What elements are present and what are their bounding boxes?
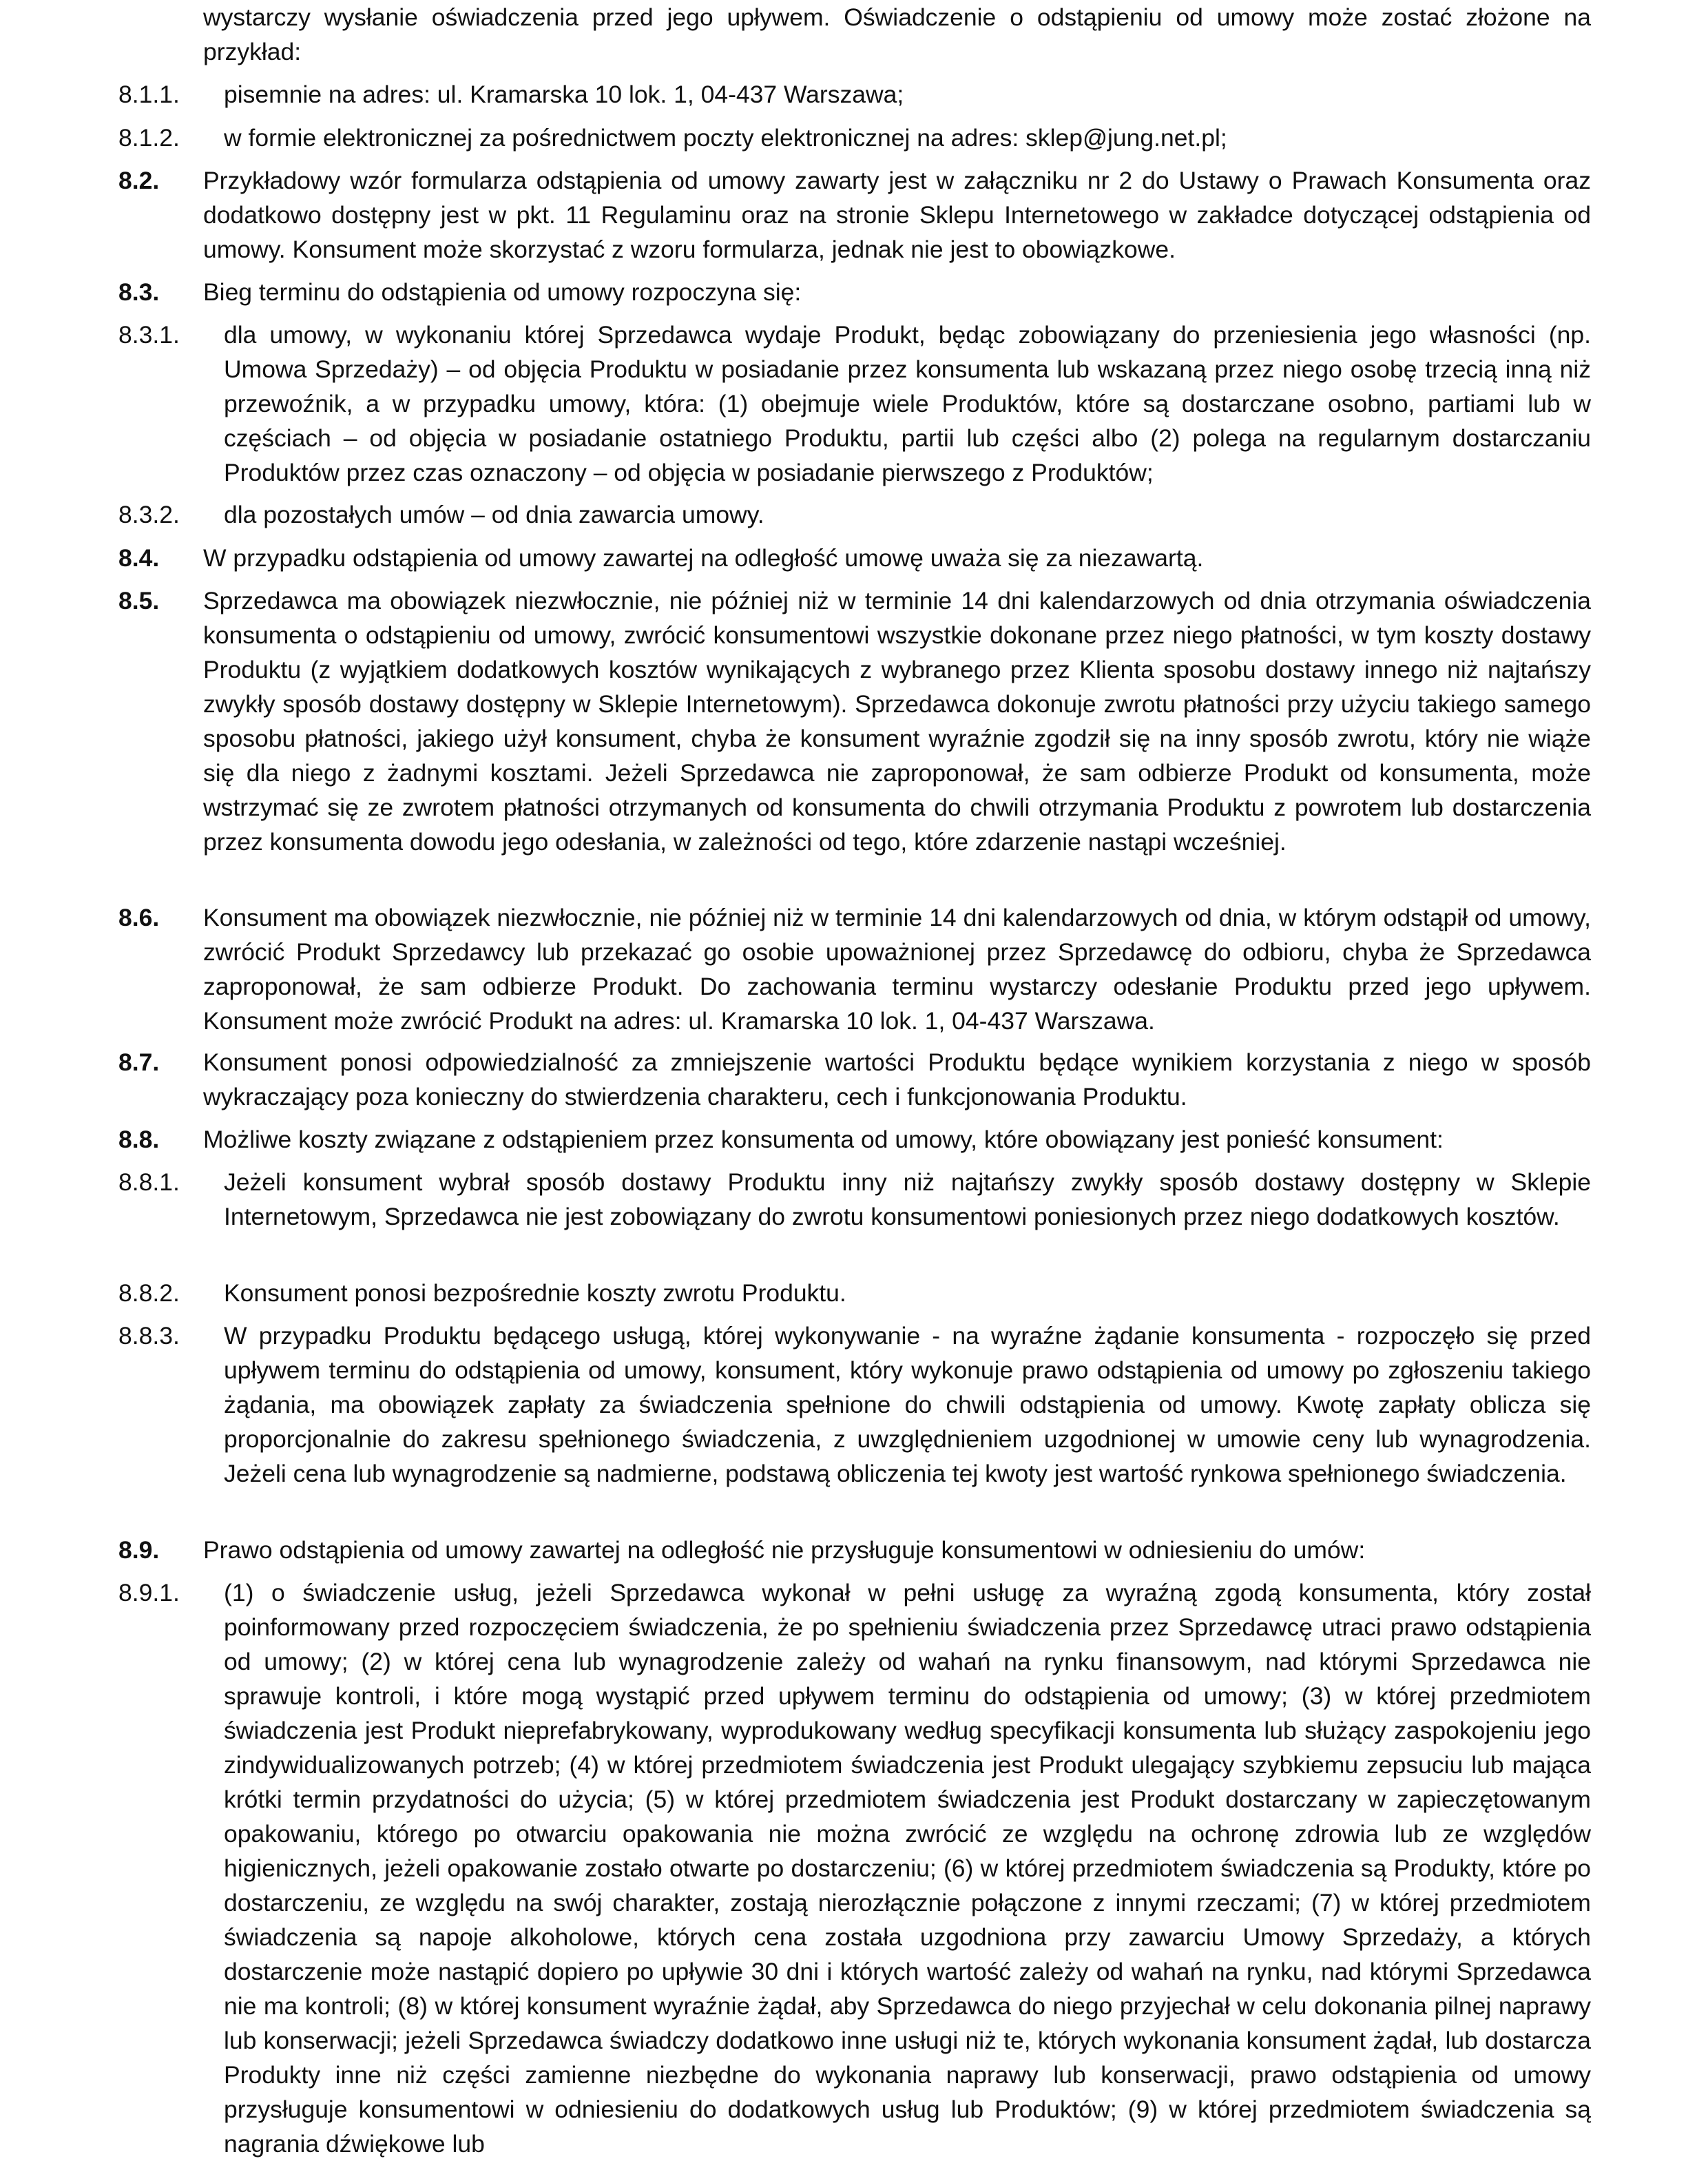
paragraph-text: (1) o świadczenie usług, jeżeli Sprzedawca wykonał w pełni usługę za wyraźną zgodą konsumenta, który został poinformowany przed rozpoczęciem świadczenia, że po spełnieniu świadczenia przez Sprzedawcę utraci prawo odstąpienia od umowy; (2) w której cena lub wynagrodzenie zależy od wahań na rynku finansowym, nad którymi Sprzedawca nie sprawuje kontroli, i które mogą wystąpić przed upływem terminu do odstąpienia od umowy; (3) w której przedmiotem świadczenia jest Produkt nieprefabrykowany, wyprodukowany według specyfikacji konsumenta lub służący zaspokojeniu jego zindywidualizowanych potrzeb; (4) w której przedmiotem świadczenia jest Produkt ulegający szybkiemu zepsuciu lub mająca krótki termin przydatności do użycia; (5) w której przedmiotem świadczenia jest Produkt dostarczany w zapieczętowanym opakowaniu, którego po otwarciu opakowania nie można zwrócić ze względu na ochronę zdrowia lub ze względów higienicznych, jeżeli opakowanie zostało otwarte po dostarczeniu; (6) w której przedmiotem świadczenia są Produkty, które po dostarczeniu, ze względu na swój charakter, zostają nierozłącznie połączone z innymi rzeczami; (7) w której przedmiotem świadczenia są napoje alkoholowe, których cena została uzgodniona przy zawarciu Umowy Sprzedaży, a których dostarczenie może nastąpić dopiero po upływie 30 dni i których wartość zależy od wahań na rynku, nad którymi Sprzedawca nie ma kontroli; (8) w której konsument wyraźnie żądał, aby Sprzedawca do niego przyjechał w celu dokonania pilnej naprawy lub konserwacji; jeżeli Sprzedawca świadczy dodatkowo inne usługi niż te, których wykonania konsument żądał, lub dostarcza Produkty inne niż części zamienne niezbędne do wykonania naprawy lub konserwacji, prawo odstąpienia od umowy przysługuje konsumentowi w odniesieniu do dodatkowych usług lub Produktów; (9) w której przedmiotem świadczenia są nagrania dźwiękowe lub (224, 1579, 1591, 2158)
paragraph-text: Konsument ma obowiązek niezwłocznie, nie później niż w terminie 14 dni kalendarzowych od dnia, w którym odstąpił od umowy, zwrócić Produkt Sprzedawcy lub przekazać go osobie upoważnionej przez Sprzedawcę do odbioru, chyba że Sprzedawca zaproponował, że sam odbierze Produkt. Do zachowania terminu wystarczy odesłanie Produktu przed jego upływem. Konsument może zwrócić Produkt na adres: ul. Kramarska 10 lok. 1, 04-437 Warszawa. (203, 904, 1591, 1035)
paragraph-text: Przykładowy wzór formularza odstąpienia od umowy zawarty jest w załączniku nr 2 do Ustawy o Prawach Konsumenta oraz dodatkowo dostępny jest w pkt. 11 Regulaminu oraz na stronie Sklepu Internetowego w zakładce dotyczącej odstąpienia od umowy. Konsument może skorzystać z wzoru formularza, jednak nie jest to obowiązkowe. (203, 167, 1591, 263)
paragraph-number: 8.9. (118, 1536, 160, 1564)
paragraph-text: Konsument ponosi odpowiedzialność za zmniejszenie wartości Produktu będące wynikiem korzystania z niego w sposób wykraczający poza konieczny do stwierdzenia charakteru, cech i funkcjonowania Produktu. (203, 1048, 1591, 1110)
paragraph-text: Jeżeli konsument wybrał sposób dostawy Produktu inny niż najtańszy zwykły sposób dostawy dostępny w Sklepie Internetowym, Sprzedawca nie jest zobowiązany do zwrotu konsumentowi poniesionych przez niego dodatkowych kosztów. (224, 1168, 1591, 1230)
paragraph-number: 8.8.3. (118, 1322, 180, 1350)
paragraph-number: 8.4. (118, 544, 160, 572)
paragraph-number: 8.8.2. (118, 1279, 180, 1307)
paragraph-text: dla umowy, w wykonaniu której Sprzedawca wydaje Produkt, będąc zobowiązany do przeniesienia jego własności (np. Umowa Sprzedaży) – od objęcia Produktu w posiadanie przez konsumenta lub wskazaną przez niego osobę trzecią inną niż przewoźnik, a w przypadku umowy, która: (1) obejmuje wiele Produktów, które są dostarczane osobno, partiami lub w częściach – od objęcia w posiadanie ostatniego Produktu, partii lub części albo (2) polega na regularnym dostarczaniu Produktów przez czas oznaczony – od objęcia w posiadanie pierwszego z Produktów; (224, 321, 1591, 486)
paragraph-number: 8.9.1. (118, 1579, 180, 1606)
paragraph-number: 8.1.1. (118, 81, 180, 108)
paragraph-number: 8.3.2. (118, 501, 180, 528)
paragraph-text: Możliwe koszty związane z odstąpieniem przez konsumenta od umowy, które obowiązany jest ponieść konsument: (203, 1126, 1444, 1153)
paragraph-text: dla pozostałych umów – od dnia zawarcia umowy. (224, 501, 764, 528)
paragraph-number: 8.7. (118, 1048, 160, 1076)
paragraph-number: 8.5. (118, 587, 160, 614)
paragraph-number: 8.3.1. (118, 321, 180, 349)
paragraph-text: wystarczy wysłanie oświadczenia przed jego upływem. Oświadczenie o odstąpieniu od umowy może zostać złożone na przykład: (203, 3, 1591, 65)
paragraph-text: w formie elektronicznej za pośrednictwem poczty elektronicznej na adres: sklep@jung.net.pl; (224, 124, 1227, 152)
paragraph-text: pisemnie na adres: ul. Kramarska 10 lok. 1, 04-437 Warszawa; (224, 81, 904, 108)
paragraph-number: 8.3. (118, 278, 160, 306)
paragraph-text: Konsument ponosi bezpośrednie koszty zwrotu Produktu. (224, 1279, 846, 1307)
paragraph-number: 8.8. (118, 1126, 160, 1153)
paragraph-number: 8.1.2. (118, 124, 180, 152)
paragraph-text: Bieg terminu do odstąpienia od umowy rozpoczyna się: (203, 278, 802, 306)
paragraph-number: 8.6. (118, 904, 160, 931)
paragraph-text: Prawo odstąpienia od umowy zawartej na odległość nie przysługuje konsumentowi w odniesieniu do umów: (203, 1536, 1366, 1564)
paragraph-number: 8.2. (118, 167, 160, 194)
paragraph-number: 8.8.1. (118, 1168, 180, 1196)
paragraph-text: W przypadku odstąpienia od umowy zawartej na odległość umowę uważa się za niezawartą. (203, 544, 1204, 572)
paragraph-text: W przypadku Produktu będącego usługą, której wykonywanie - na wyraźne żądanie konsumenta - rozpoczęło się przed upływem terminu do odstąpienia od umowy, konsument, który wykonuje prawo odstąpienia od umowy po zgłoszeniu takiego żądania, ma obowiązek zapłaty za świadczenia spełnione do chwili odstąpienia od umowy. Kwotę zapłaty oblicza się proporcjonalnie do zakresu spełnionego świadczenia, z uwzględnieniem uzgodnionej w umowie ceny lub wynagrodzenia. Jeżeli cena lub wynagrodzenie są nadmierne, podstawą obliczenia tej kwoty jest wartość rynkowa spełnionego świadczenia. (224, 1322, 1591, 1487)
paragraph-text: Sprzedawca ma obowiązek niezwłocznie, nie później niż w terminie 14 dni kalendarzowych od dnia otrzymania oświadczenia konsumenta o odstąpieniu od umowy, zwrócić konsumentowi wszystkie dokonane przez niego płatności, w tym koszty dostawy Produktu (z wyjątkiem dodatkowych kosztów wynikających z wybranego przez Klienta sposobu dostawy innego niż najtańszy zwykły sposób dostawy dostępny w Sklepie Internetowym). Sprzedawca dokonuje zwrotu płatności przy użyciu takiego samego sposobu płatności, jakiego użył konsument, chyba że konsument wyraźnie zgodził się na inny sposób zwrotu, który nie wiąże się dla niego z żadnymi kosztami. Jeżeli Sprzedawca nie zaproponował, że sam odbierze Produkt od konsumenta, może wstrzymać się ze zwrotem płatności otrzymanych od konsumenta do chwili otrzymania Produktu z powrotem lub dostarczenia przez konsumenta dowodu jego odesłania, w zależności od tego, które zdarzenie nastąpi wcześniej. (203, 587, 1591, 856)
